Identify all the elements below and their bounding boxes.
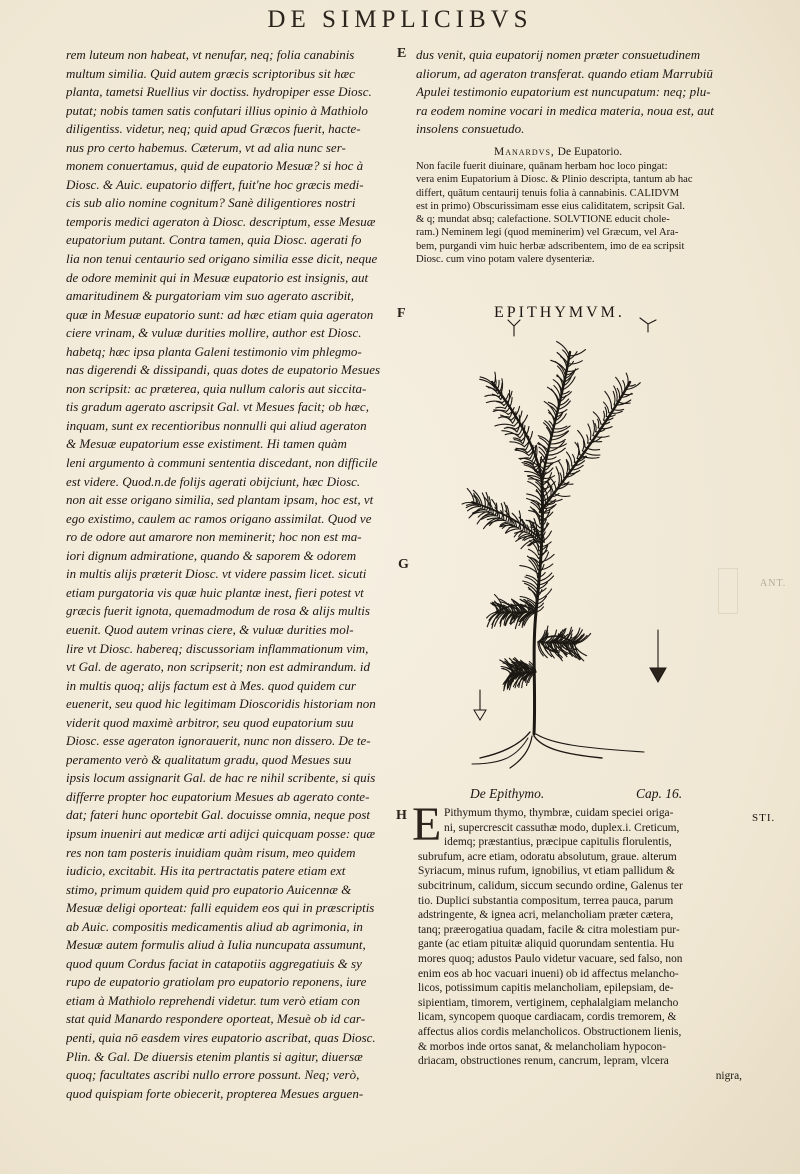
leaf-stroke <box>504 428 515 430</box>
text-line: diligentiss. videtur, neq; quid apud Græcos fuerit, hacte- <box>66 121 361 137</box>
body-line: subcitrinum, calidum, siccum secundo ordine, Galenus ter <box>418 879 683 892</box>
text-line: ipsis locum assignarit Gal. de hac re nihil scribente, si quis <box>66 770 376 786</box>
leaf-stroke <box>540 438 550 448</box>
text-line: viderit quod maximè arbitror, seu quod eupatorium suu <box>66 714 354 730</box>
leaf-stroke <box>495 424 514 426</box>
leaf-stroke <box>556 467 559 486</box>
text-line: non scripsit: ac præterea, quia nullum caloris aut siccita- <box>66 380 367 396</box>
text-line: nus pro certo habemus. Cæterum, vt ad alia nunc ser- <box>66 139 346 155</box>
margin-letter-e: E <box>397 46 407 61</box>
leaf-stroke <box>593 420 595 435</box>
body-line: enim eos ab hoc vacuari inueni) ob id affectus melancho- <box>418 967 679 980</box>
leaf-stroke <box>587 435 588 443</box>
text-line: peramento verò & qualitatum gradu, quod Mesues suu <box>66 751 352 767</box>
margin-letter-h: H <box>396 808 407 823</box>
commentary-line: Non facile fuerit diuinare, quānam herbam hoc loco pingat: <box>416 161 668 172</box>
leaf-stroke <box>554 426 567 429</box>
manardus-commentary <box>416 160 738 266</box>
text-line: insolens consuetudo. <box>416 121 525 136</box>
body-line: gante (ac etiam pituitæ aliquid quorundam sententia. Hu <box>418 938 675 951</box>
body-line: mores quoq; adustos Paulo videtur vacuare, sed falso, non <box>418 952 683 965</box>
text-line: ciere vrinam, & vuluæ durities mollire, author est Diosc. <box>66 325 362 341</box>
text-line: planta, tametsi Ruellius vir doctiss. hydropiper esse Diosc. <box>66 84 372 100</box>
text-line: Mesuæ deligi oporteat: falli equidem eos qui in præscriptis <box>66 900 375 916</box>
text-line: quæ in Mesuæ eupatorio sunt: ad hæc etiam quia ageraton <box>66 306 374 322</box>
text-line: eupatorium putant. Contra tamen, quia Diosc. agerati fo <box>66 232 362 248</box>
text-line: ra eodem nomine vocari in medica materia, noua est, aut <box>416 102 714 118</box>
leaf-stroke <box>605 407 607 416</box>
body-line: sipientiam, timorem, vertiginem, cephalalgiam melancho <box>418 996 679 1009</box>
figure-caption: De Epithymo. <box>470 786 545 801</box>
text-line: etiam purgatoria vis quæ huic plantæ inest, fieri potest vt <box>66 584 364 600</box>
leaf-stroke <box>569 350 585 356</box>
leaf-stroke <box>612 409 624 411</box>
text-line: penti, quia nō easdem vires eupatorio ascribat, quas Diosc. <box>66 1029 376 1045</box>
text-line: multum similia. Quid autem græcis scriptoribus sit hæc <box>66 65 355 81</box>
text-line: euenit. Quod autem vrinas ciere, & vuluæ durities mol- <box>66 621 354 637</box>
text-line: ab Auic. compositis medicamentis aliud ab agrimonia, in <box>66 918 363 934</box>
text-line: putat; nobis tamen satis confutari illius opinio à Mathiolo <box>66 102 368 118</box>
text-line: lire vt Diosc. habereq; discussoriam inflammationum vim, <box>66 640 369 656</box>
body-line: tio. Duplici substantia compositum, terrea pauca, parum <box>418 894 674 907</box>
leaf-stroke <box>496 407 506 408</box>
text-line: stat quid Manardo respondere oporteat, Mesuè ob id car- <box>66 1011 366 1027</box>
leaf-stroke <box>588 424 591 439</box>
text-line: aliorum, ad ageraton transferat. quando etiam Marrubiū <box>416 65 713 81</box>
leaf-stroke <box>515 450 529 455</box>
leaf-stroke <box>549 413 555 421</box>
text-line: est videre. Quod.n.de folijs agerati obijciunt, hæc Diosc. <box>66 473 361 489</box>
manardus-subject: De Eupatorio. <box>557 146 623 158</box>
text-line: leni argumento à communi sententia discedant, non difficile <box>66 455 378 471</box>
text-line: Diosc. & Auic. eupatorio differt, fuit'ne hoc græcis medi- <box>66 176 364 192</box>
text-line: lia non tenui centaurio sed origano similia esse dicit, neque <box>66 251 378 267</box>
epithymum-body-text <box>418 806 742 1083</box>
text-line: Plin. & Gal. De diuersis etenim plantis si agitur, diuersæ <box>66 1048 363 1064</box>
text-line: iudicio, excitabit. His ita pertractatis patere etiam ext <box>66 863 346 879</box>
text-line: stimo, primum quidem quid pro eupatorio Auicennæ & <box>66 881 352 897</box>
text-line: dat; fateri hunc oportebit Gal. docuisse omnia, neque post <box>66 807 371 823</box>
text-line: ego existimo, caulem ac ramos origano assimilat. Quod ve <box>66 510 372 526</box>
text-line: monem conuertamus, quid de eupatorio Mesuæ? si hoc à <box>66 158 364 174</box>
text-line: vt Gal. de agerato, non scripserit; non est admirandum. id <box>66 659 371 675</box>
margin-letter-f: F <box>397 306 406 321</box>
text-line: temporis medici ageraton à Diosc. descriptum, esse Mesuæ <box>66 213 376 229</box>
text-line: quod quispiam forte obiecerit, propterea Mesues arguen- <box>66 1085 364 1101</box>
text-line: de odore meminit qui in Mesuæ eupatorio est insignis, aut <box>66 269 369 285</box>
right-column-italic-text <box>416 46 746 139</box>
bleed-through-text: ANT. <box>760 578 787 589</box>
commentary-line: bem, purgandi vim huic herbæ adscribentem, imo de ea scripsit <box>416 240 685 252</box>
text-line: quoq; facultates ascribi nullo errore possunt. Neq; verò, <box>66 1067 360 1083</box>
leaf-stroke <box>525 583 537 593</box>
drop-capital: E <box>412 798 442 851</box>
body-line: ni, supercrescit cassuthæ modo, duplex.i. Creticum, <box>444 821 680 834</box>
leaf-stroke <box>538 436 550 444</box>
leaf-stroke <box>595 424 596 432</box>
commentary-line: est in primo) Obscurissimam esse eius caliditatem, scripsit Gal. <box>416 200 685 212</box>
text-line: euenerit, seu quod hic legitimam Dioscoridis historiam non <box>66 696 376 712</box>
text-line: rem luteum non habeat, vt nenufar, neq; folia canabinis <box>66 47 355 62</box>
text-line: non ait esse origano similia, sed plantam ipsam, hoc est, vt <box>66 492 374 508</box>
body-line: nigra, <box>715 1069 742 1082</box>
bleed-through-mark <box>718 568 738 614</box>
commentary-line: vera enim Eupatorium à Diosc. & Plinio descripta, tantum ab hac <box>416 174 693 186</box>
leaf-stroke <box>623 381 625 390</box>
text-line: & Mesuæ eupatorium esse existiment. Hi tamen quàm <box>66 436 347 452</box>
leaf-stroke <box>548 448 566 455</box>
leaf-stroke <box>626 373 628 386</box>
body-line: Syriacum, minus rufum, ignobilius, vt etiam pallidum & <box>418 865 675 878</box>
text-line: quod quum Cordus faciat in catapotiis aggregatiuis & sy <box>66 955 362 971</box>
text-line: ipsum inueniri aut medicæ arti adijci quicquam posse: quæ <box>66 825 376 841</box>
leaf-stroke <box>604 411 605 420</box>
text-line: iori dignum admiratione, quando & saporem & odorem <box>66 547 357 563</box>
leaf-stroke <box>547 457 556 459</box>
body-line: adstringente, & ignea acri, melancholiam præter cætera, <box>418 909 674 922</box>
text-line: ro de odore aut amarore non meminerit; hoc non est ma- <box>66 529 362 545</box>
body-line: & morbos inde ortos sanat, & melancholiam hypocon- <box>418 1040 667 1053</box>
manardus-name: Manardvs, <box>494 146 555 158</box>
text-line: rupo de eupatorio gratiolam pro eupatorio reponens, iure <box>66 974 367 990</box>
commentary-line: ram.) Neminem legi (quod meminerim) vel Græcum, vel Ara- <box>416 227 679 239</box>
text-line: tis gradum agerato ascripsit Gal. vt Mesues facit; ob hæc, <box>66 399 369 415</box>
leaf-stroke <box>605 391 612 409</box>
chapter-number: Cap. 16. <box>636 786 683 801</box>
leaf-stroke <box>505 433 518 434</box>
leaf-stroke <box>593 412 601 424</box>
text-line: etiam à Mathiolo reprehendi videtur. tum verò etiam con <box>66 992 361 1008</box>
text-line: res non tam posteris inuidiam quàm risum, meo quidem <box>66 844 356 860</box>
text-line: amaritudinem & purgatoriam vim suo agerato ascribit, <box>66 288 355 304</box>
running-head: DE SIMPLICIBVS <box>267 6 533 33</box>
epithymum-plant-illustration <box>452 312 688 772</box>
body-line: licam, syncopem quoque cardiacam, cordis tremorem, & <box>418 1011 677 1024</box>
margin-letter-g: G <box>398 557 409 572</box>
text-line: in multis alijs præterit Diosc. vt videre passim licet. sicuti <box>66 566 367 582</box>
left-column-text <box>66 46 393 1103</box>
body-line: licos, potissimum capitis melancholiam, epilepsiam, de- <box>418 982 674 995</box>
commentary-line: Diosc. cum vino potam valere dysenteriæ. <box>416 254 595 266</box>
manardus-heading <box>494 146 622 158</box>
text-line: habetq; hæc ipsa planta Galeni testimonio vim phlegmo- <box>66 343 362 359</box>
body-line: subrufum, acre etiam, odoratu absolutum, graue. alterum <box>418 850 677 863</box>
text-line: græcis fuerit ignota, quemadmodum de rosa & alijs multis <box>66 603 370 619</box>
leaf-stroke <box>573 455 575 463</box>
leaf-stroke <box>568 361 583 364</box>
text-line: Mesuæ autem formulis aliud à Iulia nuncupata assumunt, <box>66 937 366 953</box>
text-line: cis sub alio nomine cognitum? Sanè diligentiores nostri <box>66 195 356 211</box>
body-line: affectus alios cordis melancholicos. Obstructionem lienis, <box>418 1025 682 1038</box>
body-line: Pithymum thymo, thymbræ, cuidam speciei origa- <box>444 807 674 819</box>
body-line: tanq; præerogatiua quadam, facile & citra molestiam pur- <box>418 923 680 936</box>
section-title: EPITHYMVM. <box>494 304 625 321</box>
margin-note: STI. <box>752 812 776 824</box>
text-line: in multis quoq; alijs factum est à Mes. quod quidem cur <box>66 677 356 693</box>
leaf-stroke <box>613 391 615 405</box>
text-line: Apulei testimonio eupatorium est nuncupatum: neq; plu- <box>416 84 711 99</box>
commentary-line: differt, quātum centaurij tenuis folia à cannabinis. CALIDVM <box>416 187 680 199</box>
text-line: differre propter hoc eupatorium Mesues ab agerato conte- <box>66 788 370 804</box>
text-line: dus venit, quia eupatorij nomen præter consuetudinem <box>416 47 701 62</box>
leaf-stroke <box>520 566 538 574</box>
body-line: idemq; præstantius, præcipue capitulis florulentis, <box>444 836 672 849</box>
commentary-line: & q; mundat absq; calefactione. SOLVTIONE educit chole- <box>416 214 670 226</box>
leaf-stroke <box>551 360 566 371</box>
text-line: Diosc. esse ageraton ignorauerit, nunc non dissero. De te- <box>66 733 371 749</box>
leaf-stroke <box>598 419 599 428</box>
body-line: driacam, obstructiones renum, cancrum, lepram, vlcera <box>418 1055 669 1068</box>
leaf-stroke <box>560 473 562 482</box>
text-line: inquam, sunt ex recentioribus nonnulli qui aliud ageraton <box>66 417 367 433</box>
leaf-stroke <box>582 441 584 451</box>
text-line: nas digerendi & dissipandi, quas dotes de eupatorio Mesues <box>66 362 381 378</box>
